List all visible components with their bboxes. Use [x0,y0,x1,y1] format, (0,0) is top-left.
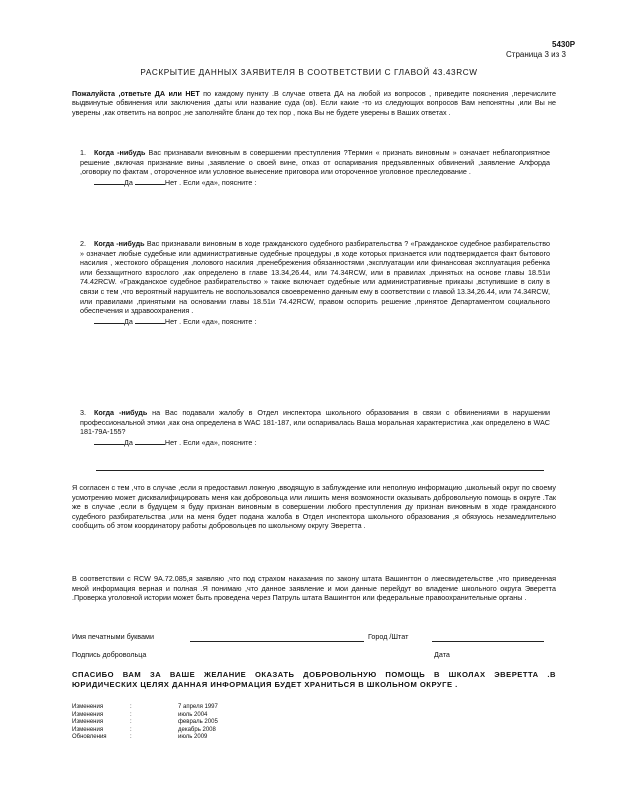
declaration-paragraph: В соответствии с RCW 9A.72.085,я заявляю ,что под страхом наказания по закону штата Вашингтон о лжесвидетельстве ,что приведенная мной информация верная и полная .Я понимаю ,что данное заявление и мои данные перейдут во владение школьного округа Эверетта .Проверка уголовной истории может быть проведена через Патруль штата Вашингтон или федеральные правоохранительные органы . [72,574,556,602]
no-label: Нет . [164,316,182,326]
yes-blank[interactable] [94,437,124,445]
document-title: РАСКРЫТИЕ ДАННЫХ ЗАЯВИТЕЛЯ В СООТВЕТСТВИИ С ГЛАВОЙ 43.43RCW [140,68,478,77]
revision-label: Изменения [72,719,104,725]
city-field[interactable] [432,641,544,642]
question-text: на Вас подавали жалобу в Отдел инспектора школьного образования в связи с обвинениями в нарушении профессиональной этики ,как она определена в WAC 181-187, или оспаривалась Ваша моральная характеристика ,как определено в WAC 181-79A-155? [80,408,550,437]
no-blank[interactable] [135,177,165,185]
no-label: Нет . [164,177,182,187]
question-number: 3. [80,408,86,417]
date-label: Дата [434,650,450,659]
question-3 [80,408,550,447]
revision-date: июль 2009 [178,734,208,740]
explanation-line[interactable] [96,470,544,471]
revision-row: Изменения : декабрь 2008 [72,727,258,735]
city-label: Город /Штат [368,632,409,641]
intro-lead: Пожалуйста ,ответьте ДА или НЕТ [72,89,200,98]
question-lead: Когда -нибудь [94,408,148,417]
revision-row: Изменения : июль 2004 [72,712,258,720]
revision-date: февраль 2005 [178,719,218,725]
revision-row: Обновления : июль 2009 [72,734,258,742]
explain-label: Если «да», поясните : [183,316,257,326]
signature-label: Подпись добровольца [72,650,147,659]
question-number: 2. [80,239,86,248]
yes-label: Да [124,437,133,447]
signature-row [72,650,552,662]
explain-label: Если «да», поясните : [183,437,257,447]
revision-date: 7 апреля 1997 [178,704,218,710]
no-blank[interactable] [135,437,165,445]
revision-history [72,704,258,742]
revision-label: Изменения [72,711,104,718]
yes-label: Да [124,177,133,187]
no-label: Нет . [164,437,182,447]
revision-date: декабрь 2008 [178,726,216,733]
name-label: Имя печатными буквами [72,632,154,641]
revision-label: Обновления [72,734,107,740]
explain-label: Если «да», поясните : [183,177,257,187]
revision-row: Изменения : февраль 2005 [72,719,258,727]
yes-label: Да [124,316,133,326]
question-number: 1. [80,148,86,157]
name-city-row [72,632,552,644]
yes-blank[interactable] [94,316,124,324]
thank-you-notice: СПАСИБО ВАМ ЗА ВАШЕ ЖЕЛАНИЕ ОКАЗАТЬ ДОБРОВОЛЬНУЮ ПОМОЩЬ В ШКОЛАХ ЭВЕРЕТТА .В ЮРИДИЧЕСКИХ ЦЕЛЯХ ДАННАЯ ИНФОРМАЦИЯ БУДЕТ ХРАНИТЬСЯ В ШКОЛЬНОМ ОКРУГЕ . [72,670,556,689]
question-1 [80,148,550,187]
page-number: Страница 3 из 3 [506,50,566,59]
yes-blank[interactable] [94,177,124,185]
question-text: Вас признавали виновным в совершении преступления ?Термин « признать виновным » означает неблагоприятное решение ,включая признание вины ,заявление о своей вине, отказ от оспаривания предъявленных обвинений ,заявление Алфорда ,оговорку по фактам , отороченное или условное вынесение приговора или отороченное уголовное преследование . [80,148,550,177]
question-2 [80,239,550,326]
question-lead: Когда -нибудь [94,239,145,248]
revision-date: июль 2004 [178,711,208,718]
consent-paragraph: Я согласен с тем ,что в случае ,если я предоставил ложную ,вводящую в заблуждение или неполную информацию ,школьный округ по своему усмотрению может дисквалифицировать меня как добровольца или лишить меня возможности оказывать добровольную помощь в округе .Так же в случае ,если в будущем я буду признан виновным в совершении любого преступления ду признан виновным в ходе гражданского судебного разбирательства ,или на меня будет подана жалоба в Отдел инспектора школьного образования ,я обязуюсь незамедлительно сообщить об этом координатору работы добровольцев по школьному округу Эверетта . [72,483,556,530]
revision-label: Изменения [72,704,104,710]
intro-text: по каждому пункту .В случае ответа ДА на любой из вопросов , приведите пояснения ,перечислите выдвинутые обвинения или заключения ,даты или название суда (ов). Если какие -то из следующих вопросов Вам непонятны ,или Вы не уверены ,как ответить на вопрос ,не заполняйте бланк до тех пор , пока Вы не будете уверены в Ваших ответах . [72,89,556,117]
no-blank[interactable] [135,316,165,324]
intro-paragraph [72,89,556,117]
question-text: Вас признавали виновным в ходе гражданского судебного разбирательства ? «Гражданское судебное разбирательство » означает любые судебные или административные судебные процедуры ,в ходе которых признается или подтверждается факт бытового насилия , жестокого обращения ,полового насилия ,пренебрежения обязанностями ,эксплуатации или финансовая эксплуатация ребенка или беззащитного взрослого ,как определено в главе 13.34,26.44, или 74.34RCW, или в правилах ,принятых на основе главы 18.51и 74.42RCW. «Гражданское судебное разбирательство » также включает судебные или административные приказы ,вступившие в силу в связи с тем ,что вероятный нарушитель не воспользовался своевременно данным ему в соответствии с главой 13.34,26.44, или 74.34RCW, или правилами ,принятыми на основании главы 18.51и 74.42RCW, правом оспорить решение ,принятое Департаментом социального обеспечения и здравоохранения . [80,239,550,316]
question-lead: Когда -нибудь [94,148,146,157]
name-field[interactable] [190,641,364,642]
form-code: 5430P [552,40,576,49]
revision-row: Изменения : 7 апреля 1997 [72,704,258,712]
revision-label: Изменения [72,726,104,733]
